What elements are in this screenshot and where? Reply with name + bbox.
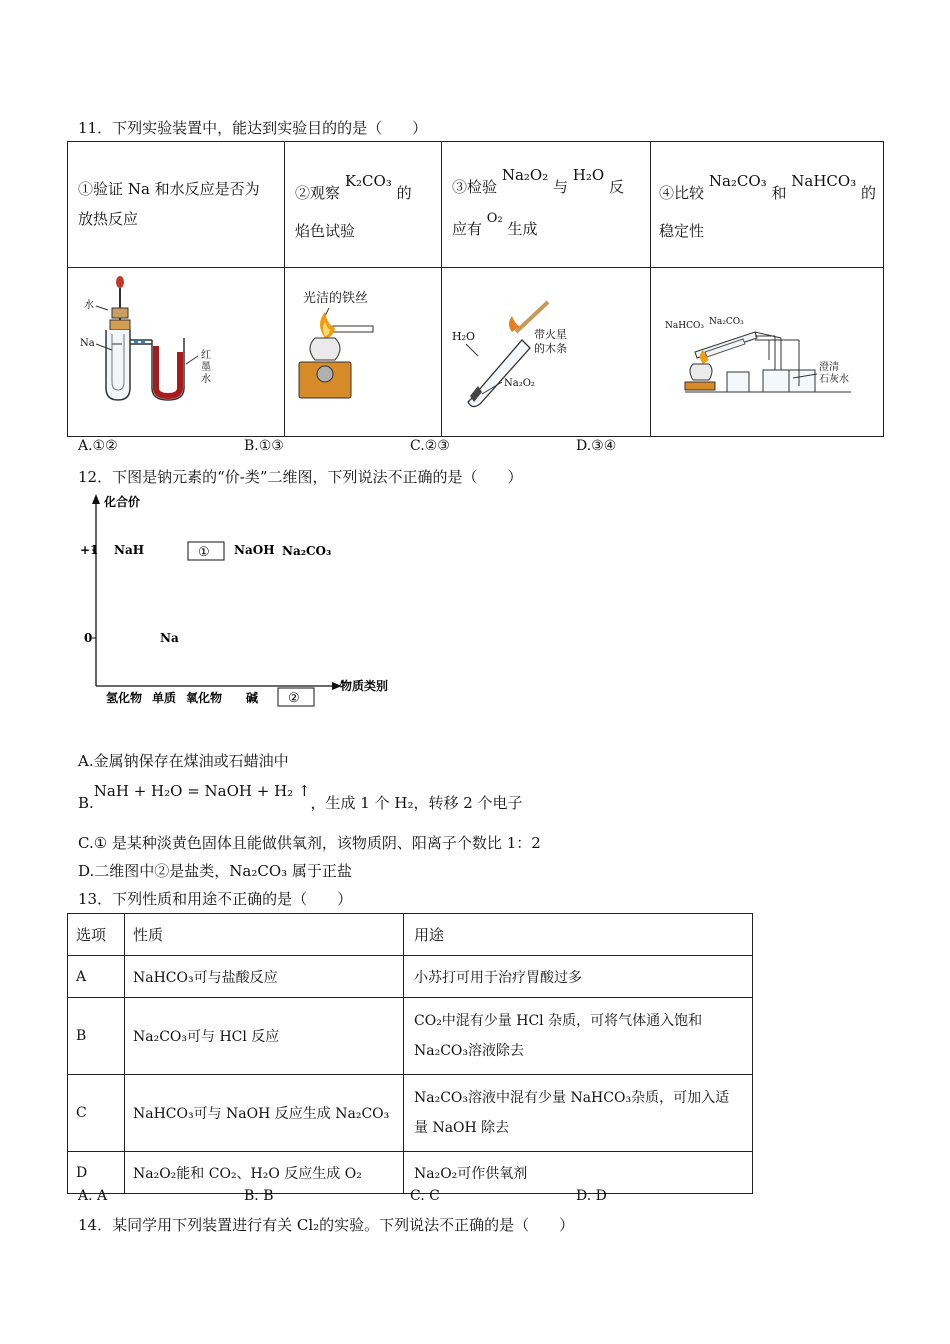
q11-figure-1 <box>68 268 285 437</box>
option-b[interactable]: B.①③ <box>244 438 284 454</box>
label-h2o: H₂O <box>452 330 476 343</box>
q12-option-c[interactable]: C.① 是某种淡黄色固体且能做供氧剂，该物质阴、阳离子个数比 1：2 <box>78 834 541 852</box>
cell-line2: 稳定性 <box>659 222 705 240</box>
option-b-tail: ，生成 1 个 H₂，转移 2 个电子 <box>310 794 523 812</box>
q11-figure-4 <box>651 268 884 437</box>
point-na: Na <box>160 631 179 645</box>
na2o2-water-apparatus <box>442 268 650 432</box>
cell-formula: Na₂O₂ <box>501 166 549 184</box>
cell-pre: 比较 <box>674 184 705 202</box>
option-d[interactable]: D. D <box>576 1188 607 1204</box>
y-tick-plus1: +1 <box>80 543 99 557</box>
point-nah: NaH <box>114 543 145 557</box>
valence-class-chart <box>74 490 404 714</box>
label-water: 水 <box>84 300 94 311</box>
cell-post: 的 <box>860 184 876 202</box>
q11-cell-1 <box>68 142 285 268</box>
cell-pre: 观察 <box>310 184 341 202</box>
label-ink-1: 红 <box>201 350 211 361</box>
cell-pre: 验证 <box>93 180 124 198</box>
cell-formula: K₂CO₃ <box>344 172 392 190</box>
q11-stem: 11．下列实验装置中，能达到实验目的的是（ ） <box>78 119 428 137</box>
cell-formula2: H₂O <box>572 166 605 184</box>
option-a[interactable]: A. A <box>78 1188 108 1204</box>
cell-prop: Na₂CO₃可与 HCl 反应 <box>125 998 404 1075</box>
q12-option-d[interactable]: D.二维图中②是盐类，Na₂CO₃ 属于正盐 <box>78 862 352 880</box>
label-stick-2: 的木条 <box>534 342 567 355</box>
cell-formula2: NaHCO₃ <box>791 172 857 190</box>
point-box1: ① <box>198 545 210 560</box>
cell-use: Na₂CO₃溶液中混有少量 NaHCO₃杂质，可加入适量 NaOH 除去 <box>404 1075 753 1152</box>
y-tick-zero: 0 <box>84 631 93 645</box>
carbonate-stability-apparatus <box>651 268 883 432</box>
header-property: 性质 <box>125 914 404 956</box>
option-c[interactable]: C. C <box>410 1188 440 1204</box>
option-b[interactable]: B. B <box>244 1188 274 1204</box>
cell-num: ④ <box>659 184 675 202</box>
q11-figure-3 <box>442 268 651 437</box>
table-row <box>68 1075 753 1152</box>
cell-opt: B <box>68 998 125 1075</box>
label-na: Na <box>80 338 95 349</box>
x-cat-base: 碱 <box>246 691 259 705</box>
x-cat-hydride: 氢化物 <box>106 691 143 705</box>
cell-opt: D <box>68 1152 125 1194</box>
q11-cell-2 <box>285 142 442 268</box>
cell-mid: 和 <box>771 184 787 202</box>
cell-opt: A <box>68 956 125 998</box>
cell-line2b: 生成 <box>507 220 538 238</box>
label-na2o2: Na₂O₂ <box>504 378 535 389</box>
q11-cell-4 <box>651 142 884 268</box>
y-axis-label: 化合价 <box>104 495 141 509</box>
cell-prop: Na₂O₂能和 CO₂、H₂O 反应生成 O₂ <box>125 1152 404 1194</box>
q12-option-b[interactable] <box>78 780 523 812</box>
flame-test-apparatus <box>285 268 441 432</box>
dropper-bulb <box>116 276 124 288</box>
label-lime-2: 石灰水 <box>819 374 849 385</box>
label-lime-1: 澄清 <box>819 362 839 373</box>
cell-formula3: O₂ <box>486 211 503 226</box>
cell-line2a: 应有 <box>452 220 483 238</box>
cell-opt: C <box>68 1075 125 1152</box>
cell-formula: Na <box>127 180 150 198</box>
label-nahco3: NaHCO₃ <box>665 321 704 331</box>
cell-mid: 与 <box>553 178 569 196</box>
cell-post: 的 <box>396 184 412 202</box>
q11-options <box>78 438 742 454</box>
q14-stem: 14．某同学用下列装置进行有关 Cl₂的实验。下列说法不正确的是（ ） <box>78 1216 575 1234</box>
q11-table <box>67 141 884 437</box>
cell-prop: NaHCO₃可与盐酸反应 <box>125 956 404 998</box>
option-d[interactable]: D.③④ <box>576 438 617 454</box>
option-c[interactable]: C.②③ <box>410 438 450 454</box>
q12-stem: 12．下图是钠元素的“价-类”二维图，下列说法不正确的是（ ） <box>78 468 523 486</box>
q13-options <box>78 1188 742 1204</box>
cell-num: ① <box>78 180 94 198</box>
cell-use: Na₂O₂可作供氧剂 <box>404 1152 753 1194</box>
cell-use: 小苏打可用于治疗胃酸过多 <box>404 956 753 998</box>
option-b-label: B. <box>78 794 94 812</box>
point-na2co3: Na₂CO₃ <box>282 544 332 558</box>
label-stick-1: 带火星 <box>534 328 567 341</box>
label-ink-3: 水 <box>201 374 211 385</box>
cell-prop: NaHCO₃可与 NaOH 反应生成 Na₂CO₃ <box>125 1075 404 1152</box>
cell-formula: Na₂CO₃ <box>708 172 767 190</box>
header-option: 选项 <box>68 914 125 956</box>
cell-pre: 检验 <box>467 178 498 196</box>
table-row <box>68 998 753 1075</box>
header-use: 用途 <box>404 914 753 956</box>
table-row <box>68 956 753 998</box>
cell-num: ② <box>295 184 311 202</box>
q12-option-a[interactable]: A.金属钠保存在煤油或石蜡油中 <box>78 752 289 770</box>
na-water-apparatus <box>68 268 284 432</box>
label-na2co3: Na₂CO₃ <box>709 317 744 327</box>
cell-num: ③ <box>452 178 468 196</box>
cell-use: CO₂中混有少量 HCl 杂质，可将气体通入饱和 Na₂CO₃溶液除去 <box>404 998 753 1075</box>
q11-figure-2 <box>285 268 442 437</box>
x-cat-element: 单质 <box>152 691 177 705</box>
cell-line2: 放热反应 <box>78 210 139 228</box>
q11-cell-3 <box>442 142 651 268</box>
label-ink-2: 墨 <box>201 362 211 373</box>
option-a[interactable]: A.①② <box>78 438 118 454</box>
x-axis-label: 物质类别 <box>340 679 389 693</box>
cell-post: 和水反应是否为 <box>154 180 260 198</box>
label-iron-wire: 光洁的铁丝 <box>303 291 369 306</box>
point-naoh: NaOH <box>234 543 275 557</box>
cell-post: 反 <box>608 178 624 196</box>
x-cat-oxide: 氧化物 <box>186 691 223 705</box>
option-b-equation: NaH + H₂O = NaOH + H₂ ↑ <box>93 782 311 800</box>
q13-stem: 13．下列性质和用途不正确的是（ ） <box>78 890 353 908</box>
x-cat-box2: ② <box>288 691 300 706</box>
q13-table <box>67 913 753 1194</box>
cell-line2: 焰色试验 <box>295 222 356 240</box>
